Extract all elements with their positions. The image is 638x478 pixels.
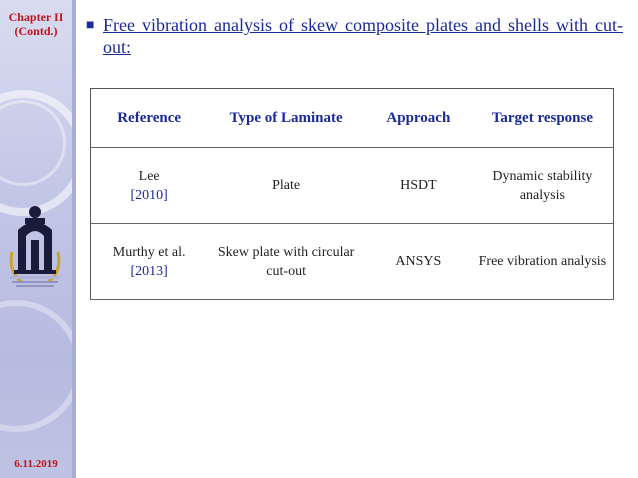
slide-heading: Free vibration analysis of skew composite plates and shells with cut-out: [103, 15, 623, 57]
laminate-cell: Skew plate with circular cut-out [207, 224, 365, 300]
square-bullet-icon: ■ [86, 18, 95, 33]
table-row [91, 224, 614, 300]
column-header-reference: Reference [91, 89, 208, 148]
reference-cell [91, 148, 208, 224]
sidebar [0, 0, 72, 478]
reference-table [90, 88, 614, 300]
university-emblem-icon [4, 200, 66, 290]
slide-date: 6.11.2019 [14, 458, 58, 470]
target-response-cell: Free vibration analysis [472, 224, 614, 300]
reference-cell [91, 224, 208, 300]
approach-cell: ANSYS [365, 224, 472, 300]
column-header-approach: Approach [365, 89, 472, 148]
column-header-laminate: Type of Laminate [207, 89, 365, 148]
chapter-contd-label: (Contd.) [14, 24, 58, 38]
table-header-row [91, 89, 614, 148]
reference-year: [2010] [130, 187, 168, 203]
table-row [91, 148, 614, 224]
decorative-arc [0, 300, 72, 432]
approach-cell: HSDT [365, 148, 472, 224]
column-header-target-response: Target response [472, 89, 614, 148]
sidebar-divider [72, 0, 76, 478]
reference-author: Lee [138, 168, 160, 184]
reference-year: [2013] [130, 263, 168, 279]
reference-author: Murthy et al. [112, 244, 186, 260]
target-response-cell: Dynamic stability analysis [472, 148, 614, 224]
chapter-label: Chapter II [8, 10, 64, 24]
laminate-cell: Plate [207, 148, 365, 224]
